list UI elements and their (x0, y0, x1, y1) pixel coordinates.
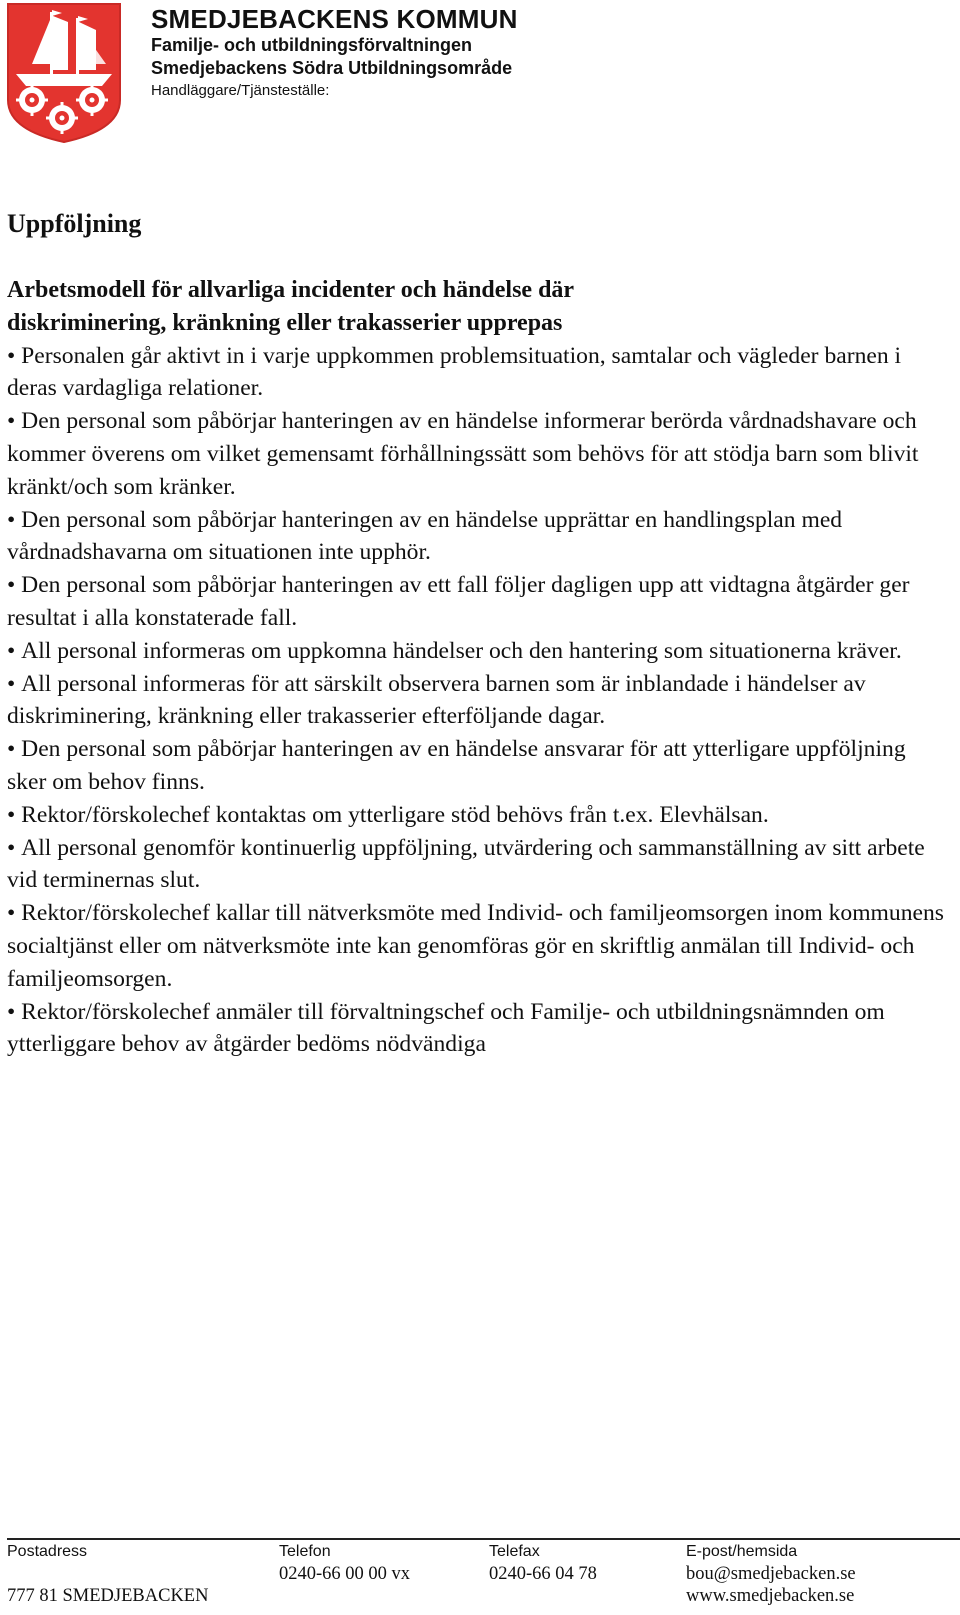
bullet-item: • Rektor/förskolechef kallar till nätverksmöte med Individ- och familjeomsorgen inom kommunens socialtjänst eller om nätverksmöte inte kan genomföras gör en skriftlig anmälan till Individ- och familjeomsorgen. (7, 897, 947, 995)
bullet-item: • Personalen går aktivt in i varje uppkommen problemsituation, samtalar och vägleder barnen i deras vardagliga relationer. (7, 340, 947, 406)
postal-value: 777 81 SMEDJEBACKEN (7, 1586, 209, 1606)
footer-phone (279, 1541, 410, 1585)
bullet-item: • Rektor/förskolechef anmäler till förvaltningschef och Familje- och utbildningsnämnden om ytterliggare behov av åtgärder bedöms nödvändiga (7, 996, 947, 1062)
bullet-item: • All personal informeras för att särskilt observera barnen som är inblandade i händelser av diskriminering, kränkning eller trakasserier efterföljande dagar. (7, 668, 947, 734)
organization-name: SMEDJEBACKENS KOMMUN (151, 4, 518, 34)
department-name: Familje- och utbildningsförvaltningen (151, 35, 473, 55)
contact-label: E-post/hemsida (686, 1543, 798, 1560)
fax-label: Telefax (489, 1543, 540, 1560)
footer (7, 1541, 957, 1611)
area-name: Smedjebackens Södra Utbildningsområde (151, 58, 513, 78)
municipal-coat-of-arms-icon (6, 2, 122, 144)
postal-label: Postadress (7, 1543, 88, 1560)
bullet-item: • All personal genomför kontinuerlig uppföljning, utvärdering och sammanställning av sitt arbete vid terminernas slut. (7, 832, 947, 898)
fax-value: 0240-66 04 78 (489, 1564, 597, 1584)
bullet-item: • All personal informeras om uppkomna händelser och den hantering som situationerna kräver. (7, 635, 947, 668)
email-link[interactable]: bou@smedjebacken.se (686, 1564, 856, 1584)
bullet-item: • Den personal som påbörjar hanteringen av en händelse informerar berörda vårdnadshavare och kommer överens om vilket gemensamt förhållningssätt som behövs för att stödja barn som blivit kränkt/och som kränker. (7, 405, 947, 503)
phone-label: Telefon (279, 1543, 331, 1560)
bullet-list (7, 340, 947, 1062)
handler-label: Handläggare/Tjänsteställe: (151, 82, 330, 99)
footer-divider (7, 1538, 960, 1540)
footer-postal (7, 1541, 208, 1607)
subheading-line-2: diskriminering, kränkning eller trakasserier upprepas (7, 309, 563, 336)
phone-value: 0240-66 00 00 vx (279, 1564, 411, 1584)
bullet-item: • Rektor/förskolechef kontaktas om ytterligare stöd behövs från t.ex. Elevhälsan. (7, 799, 947, 832)
section-title: Uppföljning (7, 209, 142, 238)
bullet-item: • Den personal som påbörjar hanteringen av ett fall följer dagligen upp att vidtagna åtgärder ger resultat i alla konstaterade fall. (7, 569, 947, 635)
website-link[interactable]: www.smedjebacken.se (686, 1586, 855, 1606)
subheading-line-1: Arbetsmodell för allvarliga incidenter och händelse där (7, 277, 575, 303)
footer-fax (489, 1541, 597, 1585)
footer-contact (686, 1541, 856, 1607)
letterhead (151, 4, 518, 101)
bullet-item: • Den personal som påbörjar hanteringen av en händelse upprättar en handlingsplan med vårdnadshavarna om situationen inte upphör. (7, 504, 947, 570)
document-body (7, 208, 947, 1061)
bullet-item: • Den personal som påbörjar hanteringen av en händelse ansvarar för att ytterligare uppföljning sker om behov finns. (7, 733, 947, 799)
